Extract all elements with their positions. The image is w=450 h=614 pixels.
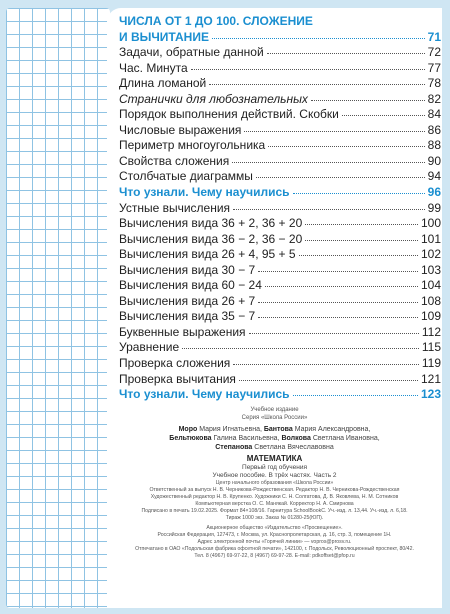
book-page (107, 8, 442, 608)
toc-entry: Проверка вычитания 121 (119, 371, 441, 386)
fine-print: Подписано в печать 19.02.2025. Формат 84×108/16. Гарнитура SchoolBookC. Уч.-изд. л. 13,44. Уч.-изд. л. 6,18. (141, 508, 408, 514)
fine-print: Адрес электронной почты «Горячей линии» — vopros@prosv.ru. (197, 539, 352, 545)
fine-print: Отпечатано в ОАО «Подольская фабрика офсетной печати», 142100, г. Подольск, Революционный проспект, 80/42. (135, 546, 414, 552)
fine-print: Российская Федерация, 127473, г. Москва, ул. Краснопролетарская, д. 16, стр. 3, помещение 1Н. (157, 532, 392, 538)
book-title: МАТЕМАТИКА (246, 454, 303, 463)
toc-entry: Буквенные выражения 112 (119, 324, 441, 339)
toc-entry-review: Что узнали. Чему научились 96 (119, 185, 441, 200)
toc-entry: Проверка сложения 119 (119, 356, 441, 371)
fine-print: Ответственный за выпуск Н. В. Черникова-Рождественская. Редактор Н. В. Черникова-Рождественская (149, 487, 400, 493)
authors: Бельтюкова Галина Васильевна, Волкова Светлана Ивановна, (169, 435, 380, 442)
toc-entry: Задачи, обратные данной 72 (119, 45, 441, 60)
fine-print: Акционерное общество «Издательство «Просвещение». (206, 525, 343, 531)
toc-entry: Свойства сложения 90 (119, 153, 441, 168)
toc-entry: Вычисления вида 60 − 24 104 (119, 278, 441, 293)
toc-entry: Столбчатые диаграммы 94 (119, 169, 441, 184)
graph-paper-margin (6, 8, 110, 608)
fine-print: Тел. 8 (4967) 69-97-22, 8 (4967) 69-97-28. E-mail: pdkoffset@pfop.ru (194, 553, 355, 559)
toc-entry: Вычисления вида 36 − 2, 36 − 20 101 (119, 231, 441, 246)
authors: Степанова Светлана Вячеславовна (215, 444, 334, 451)
toc-entry-review: Что узнали. Чему научились 123 (119, 387, 441, 402)
grade-line: Первый год обучения (242, 464, 307, 471)
authors: Моро Мария Игнатьевна, Бантова Мария Александровна, (178, 426, 371, 433)
fine-print: Центр начального образования «Школа России» (215, 480, 334, 486)
fine-print: Компьютерная верстка О. С. Манякай. Корректор Н. А. Смирнова (195, 501, 354, 507)
book-type-line: Учебное пособие. В трёх частях. Часть 2 (212, 472, 337, 479)
edition-label: Учебное издание (250, 407, 299, 413)
toc-entry: Периметр многоугольника 88 (119, 138, 441, 153)
toc-entry: Вычисления вида 26 + 4, 95 + 5 102 (119, 247, 441, 262)
chapter-heading-line1: ЧИСЛА ОТ 1 ДО 100. СЛОЖЕНИЕ (119, 14, 313, 28)
toc-entry: Вычисления вида 26 + 7 108 (119, 293, 441, 308)
imprint-block (107, 406, 442, 560)
chapter-heading-line2: И ВЫЧИТАНИЕ 71 (119, 29, 441, 44)
toc-entry: Вычисления вида 30 − 7 103 (119, 262, 441, 277)
toc-entry: Числовые выражения 86 (119, 122, 441, 137)
toc-entry: Странички для любознательных 82 (119, 91, 441, 106)
fine-print: Тираж 1000 экз. Заказ № 01280-25(ЮП). (225, 515, 324, 521)
toc-entry: Уравнение 115 (119, 340, 441, 355)
series-label: Серия «Школа России» (241, 415, 308, 421)
toc-entry: Час. Минута 77 (119, 60, 441, 75)
fine-print: Художественный редактор Н. В. Крупенко. Художники С. Н. Солгатова, Д. В. Яковлева, Н. М. Сотников (150, 494, 399, 500)
toc-entry: Порядок выполнения действий. Скобки 84 (119, 107, 441, 122)
toc-entry: Вычисления вида 36 + 2, 36 + 20 100 (119, 216, 441, 231)
table-of-contents (119, 14, 441, 403)
toc-entry: Устные вычисления 99 (119, 200, 441, 215)
toc-entry: Вычисления вида 35 − 7 109 (119, 309, 441, 324)
toc-entry: Длина ломаной 78 (119, 76, 441, 91)
